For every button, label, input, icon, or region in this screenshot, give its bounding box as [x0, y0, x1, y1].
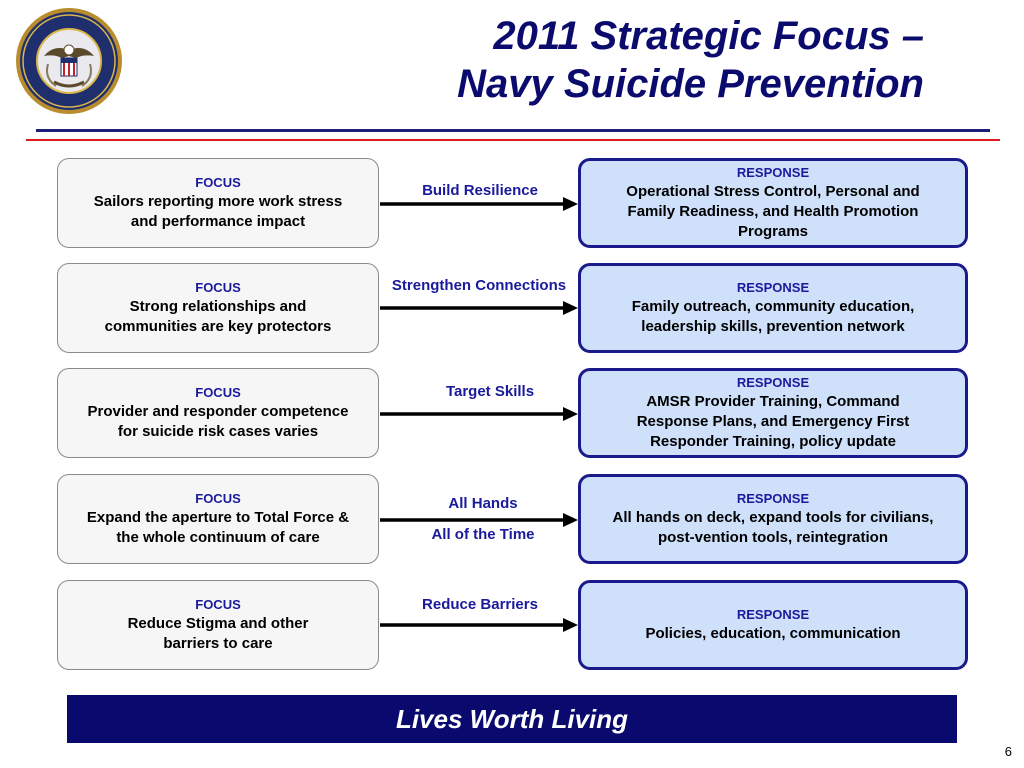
focus-text-line: Reduce Stigma and other [127, 615, 309, 632]
response-tag: RESPONSE [736, 607, 810, 622]
response-text-line: All hands on deck, expand tools for civilians, [612, 509, 934, 526]
arrow-right-icon [380, 615, 578, 635]
response-box-3 [578, 368, 968, 458]
action-label-4-secondary: All of the Time [431, 526, 535, 543]
response-text-line: Policies, education, communication [645, 625, 901, 642]
focus-box-5 [57, 580, 379, 670]
focus-tag: FOCUS [195, 175, 241, 190]
response-tag: RESPONSE [736, 280, 810, 295]
us-navy-seal-icon [14, 6, 124, 116]
focus-tag: FOCUS [195, 385, 241, 400]
title-line-1: 2011 Strategic Focus – [493, 14, 924, 58]
response-tag: RESPONSE [736, 165, 810, 180]
focus-text-line: the whole continuum of care [116, 529, 320, 546]
response-text-line: Family outreach, community education, [631, 298, 915, 315]
response-tag: RESPONSE [736, 491, 810, 506]
focus-box-3 [57, 368, 379, 458]
response-text-line: leadership skills, prevention network [641, 318, 905, 335]
focus-tag: FOCUS [195, 280, 241, 295]
focus-text-line: Provider and responder competence [87, 403, 349, 420]
title-rule-blue [36, 129, 990, 132]
response-text-line: Programs [737, 223, 809, 240]
response-tag: RESPONSE [736, 375, 810, 390]
focus-text-line: Sailors reporting more work stress [93, 193, 343, 210]
focus-tag: FOCUS [195, 491, 241, 506]
slogan-banner: Lives Worth Living [67, 695, 957, 743]
response-box-2 [578, 263, 968, 353]
title-rule-red [26, 139, 1000, 141]
focus-text-line: and performance impact [130, 213, 306, 230]
page-title [284, 12, 924, 108]
response-text-line: Response Plans, and Emergency First [636, 413, 910, 430]
response-text-line: Family Readiness, and Health Promotion [627, 203, 919, 220]
response-text-line: post-vention tools, reintegration [657, 529, 888, 546]
focus-text-line: for suicide risk cases varies [117, 423, 319, 440]
arrow-right-icon [380, 194, 578, 214]
title-line-2: Navy Suicide Prevention [457, 62, 924, 106]
focus-box-4 [57, 474, 379, 564]
action-label-1: Build Resilience [422, 182, 538, 199]
response-box-4 [578, 474, 968, 564]
focus-text-line: Strong relationships and [129, 298, 307, 315]
action-label-3: Target Skills [445, 383, 535, 400]
focus-box-1 [57, 158, 379, 248]
focus-box-2 [57, 263, 379, 353]
response-box-5 [578, 580, 968, 670]
page-number: 6 [1004, 744, 1012, 759]
focus-text-line: communities are key protectors [104, 318, 332, 335]
focus-tag: FOCUS [195, 597, 241, 612]
arrow-right-icon [380, 298, 578, 318]
focus-text-line: Expand the aperture to Total Force & [86, 509, 350, 526]
action-label-2: Strengthen Connections [391, 277, 567, 294]
response-text-line: Responder Training, policy update [650, 433, 896, 450]
arrow-right-icon [380, 404, 578, 424]
action-label-5: Reduce Barriers [422, 596, 538, 613]
response-box-1 [578, 158, 968, 248]
focus-text-line: barriers to care [163, 635, 273, 652]
action-label-4: All Hands [448, 495, 518, 512]
response-text-line: AMSR Provider Training, Command [646, 393, 900, 410]
response-text-line: Operational Stress Control, Personal and [626, 183, 920, 200]
